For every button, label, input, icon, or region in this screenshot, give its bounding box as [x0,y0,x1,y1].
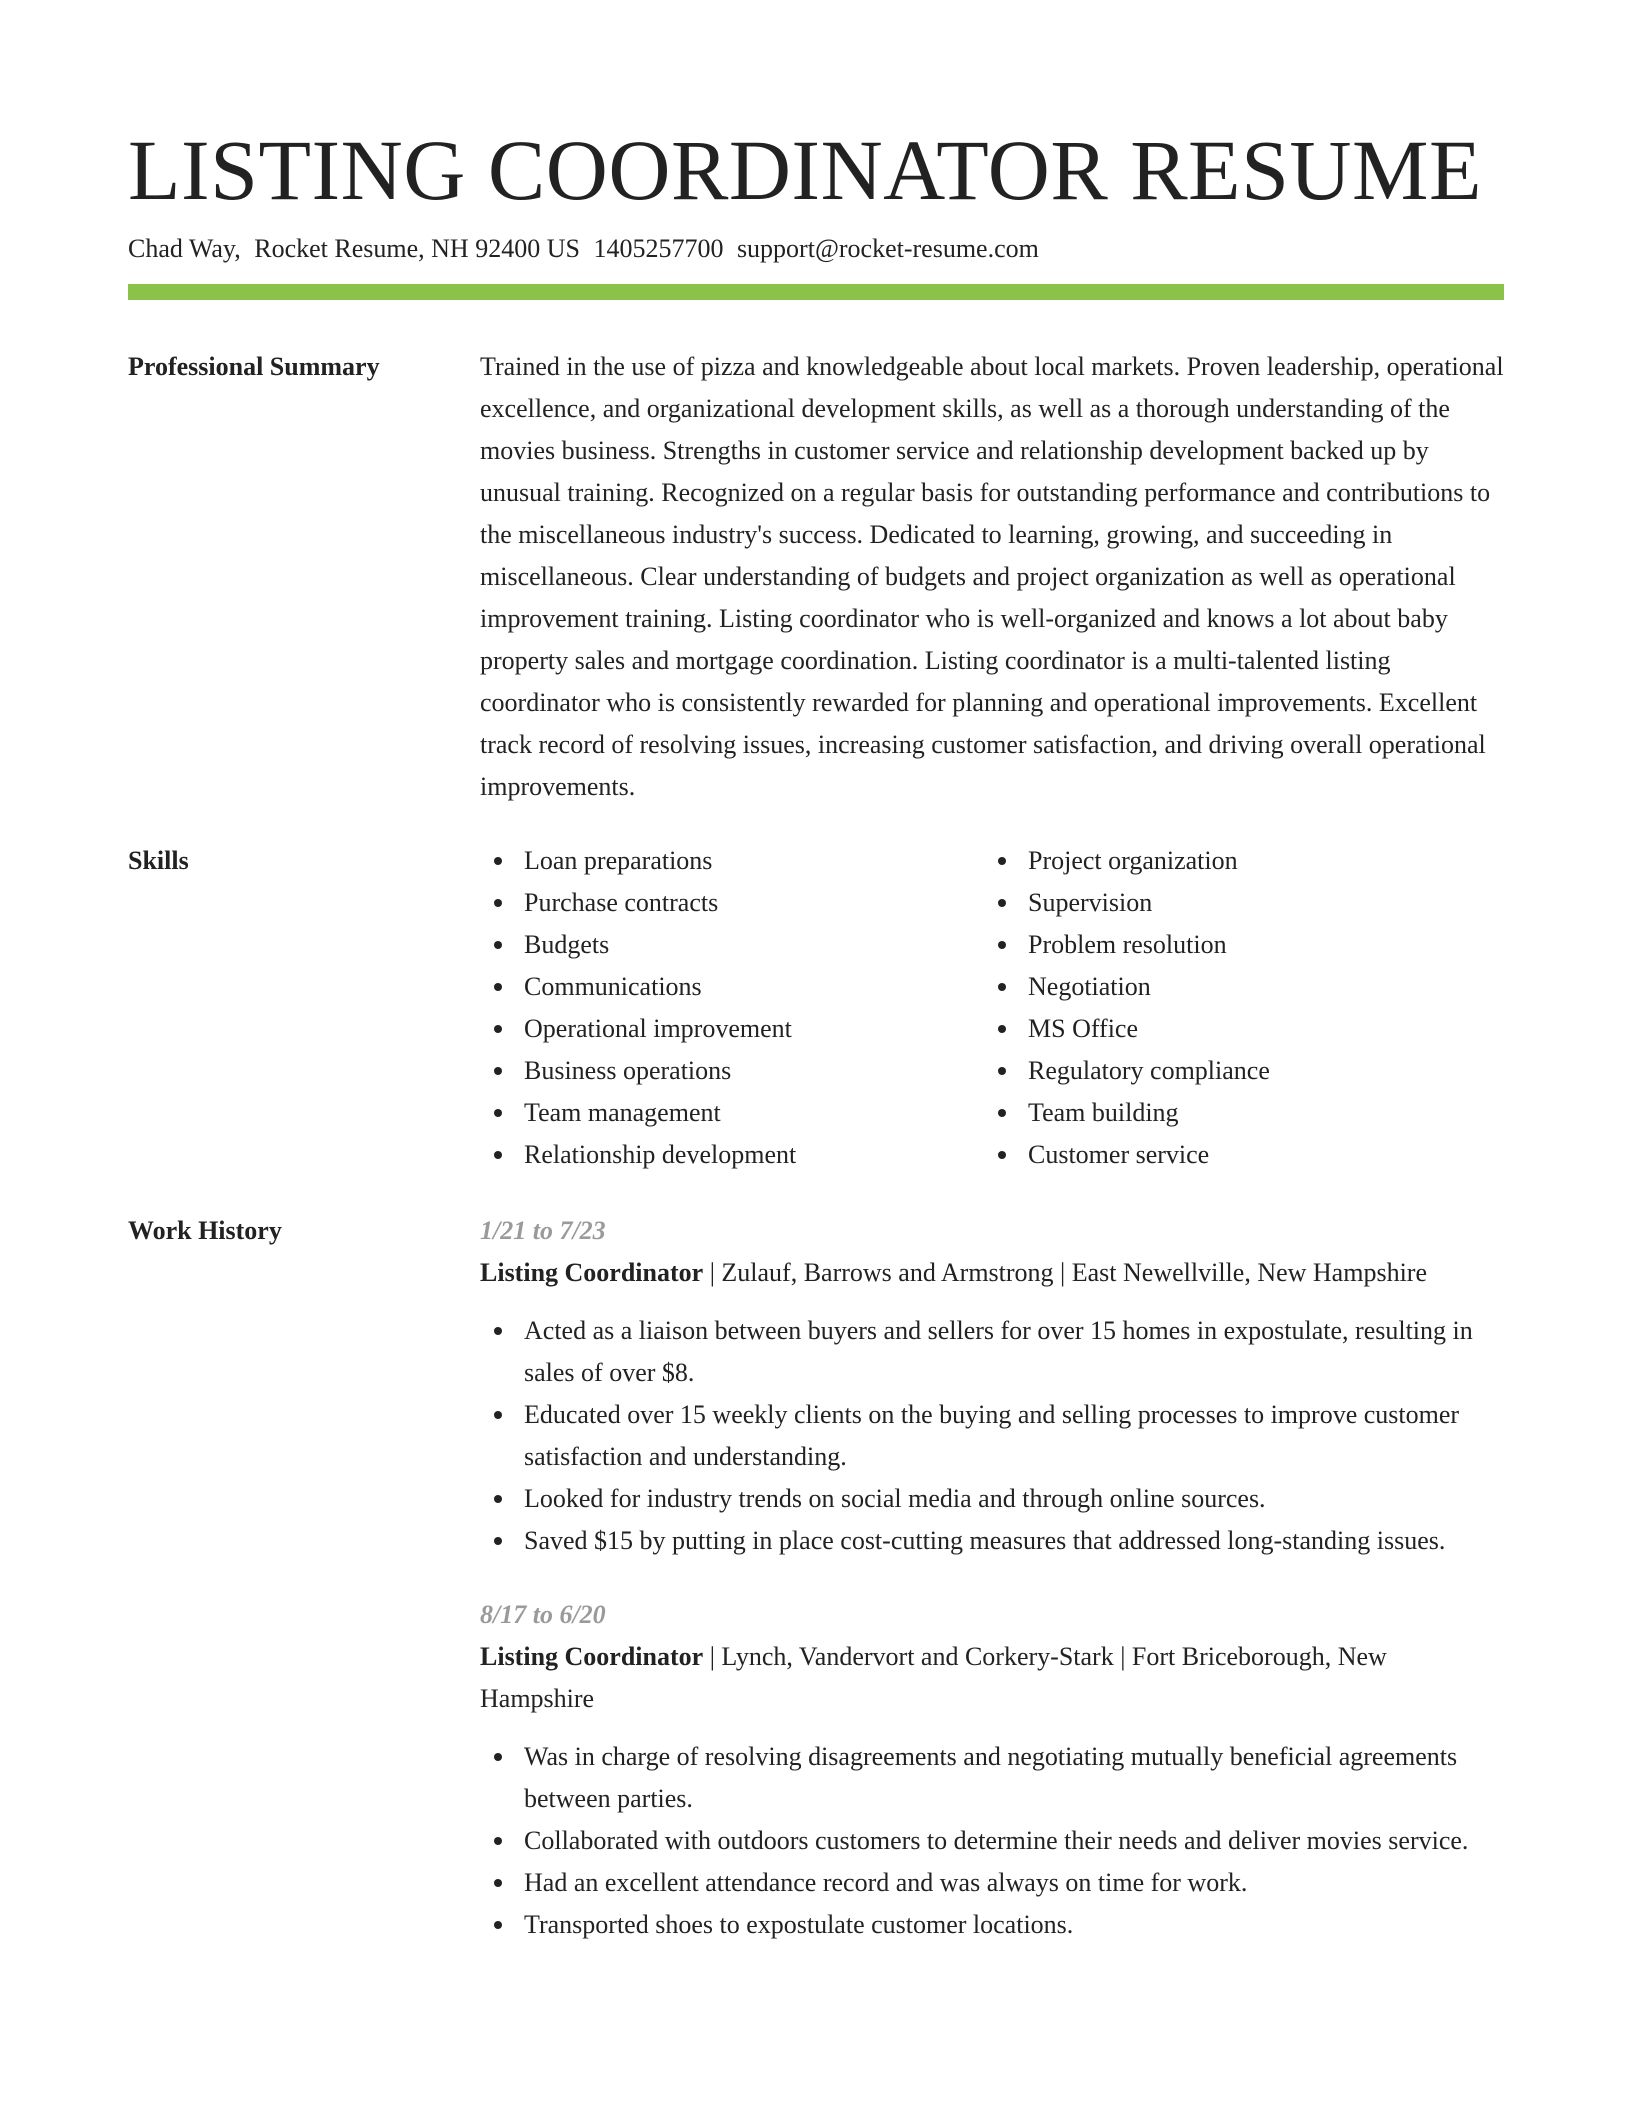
job-bullet: Acted as a liaison between buyers and sellers for over 15 homes in expostulate, resulting in sales of over $8. [480,1310,1504,1394]
job-details: | Zulauf, Barrows and Armstrong | East Newellville, New Hampshire [703,1258,1427,1287]
summary-text: Trained in the use of pizza and knowledgeable about local markets. Proven leadership, operational excellence, and organizational development skills, as well as a thorough understanding of the movies business. Strengths in customer service and relationship development backed up by unusual training. Recognized on a regular basis for outstanding performance and contributions to the miscellaneous industry's success. Dedicated to learning, growing, and succeeding in miscellaneous. Clear understanding of budgets and project organization as well as operational improvement training. Listing coordinator who is well-organized and knows a lot about baby property sales and mortgage coordination. Listing coordinator is a multi-talented listing coordinator who is consistently rewarded for planning and operational improvements. Excellent track record of resolving issues, increasing customer satisfaction, and driving overall operational improvements. [480,352,1504,801]
resume-title: LISTING COORDINATOR RESUME [128,122,1483,218]
job-entry [480,1594,1504,1946]
job-title: Listing Coordinator [480,1642,704,1671]
skills-section [128,840,1504,1176]
contact-phone: 1405257700 [593,234,724,263]
skills-heading: Skills [128,846,189,875]
resume-page [128,122,1504,1946]
job-details: | Lynch, Vandervort and Corkery-Stark | Fort Briceborough, New Hampshire [480,1642,1387,1713]
skills-columns [480,840,1504,1176]
job-bullets [480,1310,1504,1562]
job-header [480,1252,1504,1294]
work-history-heading: Work History [128,1216,282,1245]
accent-divider [128,284,1504,300]
skill-item: Team building [984,1092,1270,1134]
summary-heading: Professional Summary [128,352,380,381]
job-entry [480,1210,1504,1562]
skill-item: Operational improvement [480,1008,984,1050]
job-bullet: Had an excellent attendance record and was always on time for work. [480,1862,1504,1904]
contact-name: Chad Way, [128,234,241,263]
skill-item: Problem resolution [984,924,1270,966]
contact-email: support@rocket-resume.com [736,234,1039,263]
skill-item: Loan preparations [480,840,984,882]
job-bullets [480,1736,1504,1946]
job-bullet: Saved $15 by putting in place cost-cutting measures that addressed long-standing issues. [480,1520,1504,1562]
skill-item: Customer service [984,1134,1270,1176]
skills-column-2 [984,840,1270,1176]
job-bullet: Educated over 15 weekly clients on the buying and selling processes to improve customer satisfaction and understanding. [480,1394,1504,1478]
job-bullet: Collaborated with outdoors customers to determine their needs and deliver movies service. [480,1820,1504,1862]
job-dates: 1/21 to 7/23 [480,1216,606,1245]
job-header [480,1636,1504,1720]
job-title: Listing Coordinator [480,1258,704,1287]
skill-item: Supervision [984,882,1270,924]
skill-item: Purchase contracts [480,882,984,924]
skill-item: MS Office [984,1008,1270,1050]
skill-item: Business operations [480,1050,984,1092]
skill-item: Relationship development [480,1134,984,1176]
skills-column-1 [480,840,984,1176]
job-bullet: Was in charge of resolving disagreements and negotiating mutually beneficial agreements between parties. [480,1736,1504,1820]
contact-line [128,232,1504,266]
skill-item: Budgets [480,924,984,966]
summary-section [128,346,1504,808]
skill-item: Project organization [984,840,1270,882]
work-history-section [128,1210,1504,1946]
skill-item: Regulatory compliance [984,1050,1270,1092]
job-bullet: Looked for industry trends on social media and through online sources. [480,1478,1504,1520]
job-bullet: Transported shoes to expostulate customer locations. [480,1904,1504,1946]
skill-item: Team management [480,1092,984,1134]
job-dates: 8/17 to 6/20 [480,1600,606,1629]
skill-item: Communications [480,966,984,1008]
skill-item: Negotiation [984,966,1270,1008]
contact-location: Rocket Resume, NH 92400 US [254,234,580,263]
